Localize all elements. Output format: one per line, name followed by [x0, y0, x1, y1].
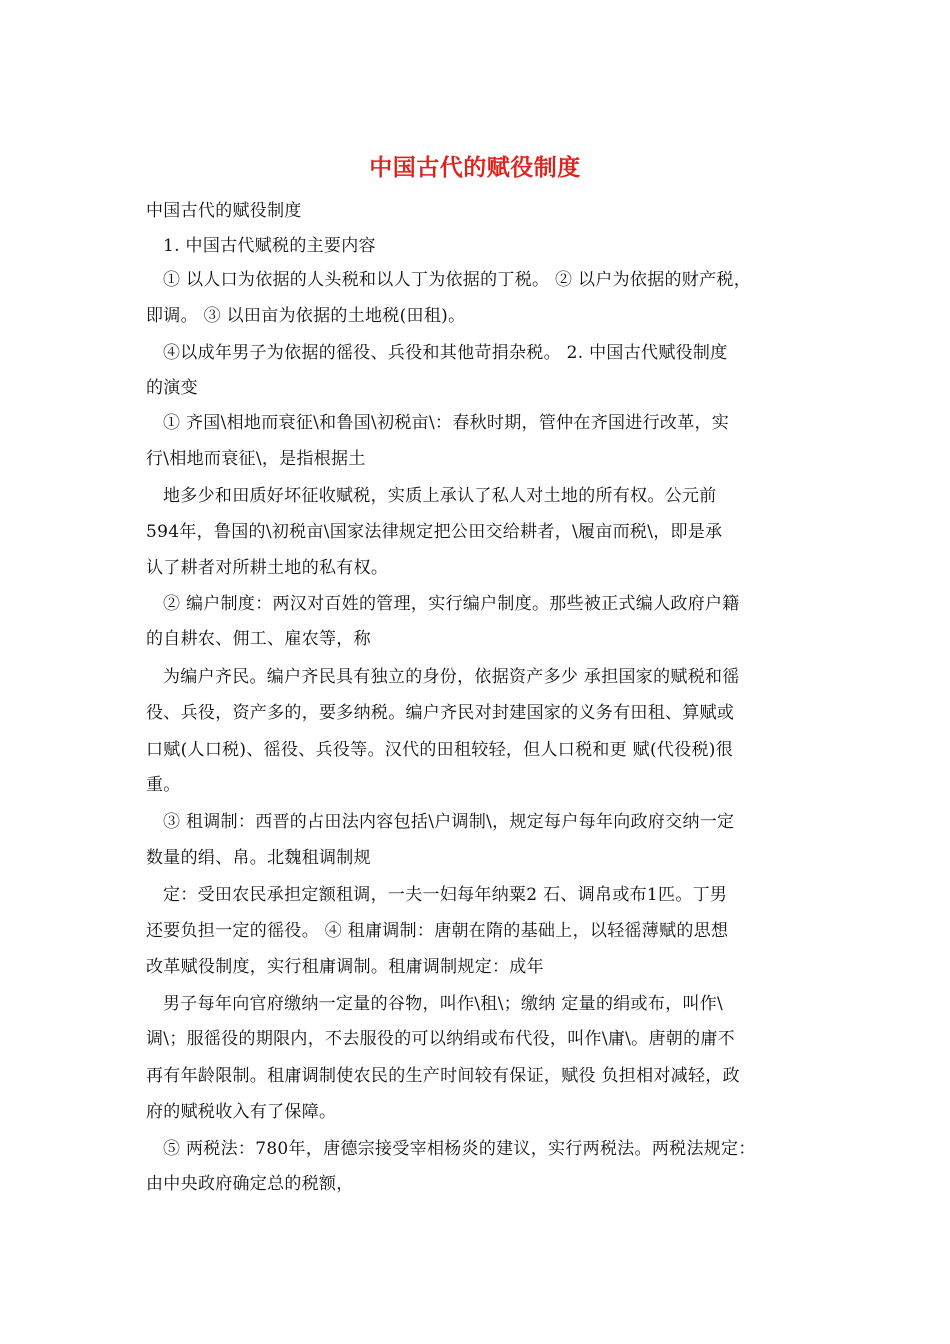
- text-line: 役、兵役，资产多的，要多纳税。编户齐民对封建国家的义务有田租、算赋或: [146, 703, 735, 723]
- text-line: ① 以人口为依据的人头税和以人丁为依据的丁税。 ② 以户为依据的财产税，: [163, 270, 752, 290]
- text-line: 数量的绢、帛。北魏租调制规: [146, 848, 371, 868]
- text-line: 重。: [146, 775, 181, 795]
- text-line: 调\；服徭役的期限内，不去服役的可以纳绢或布代役，叫作\庸\。唐朝的庸不: [146, 1029, 735, 1049]
- text-line: 口赋(人口税)、徭役、兵役等。汉代的田租较轻，但人口税和更 赋(代役税)很: [146, 740, 734, 760]
- text-line: 即调。 ③ 以田亩为依据的土地税(田租)。: [146, 306, 466, 326]
- text-line: 还要负担一定的徭役。 ④ 租庸调制：唐朝在隋的基础上，以轻徭薄赋的思想: [146, 921, 729, 941]
- text-line: 男子每年向官府缴纳一定量的谷物，叫作\租\；缴纳 定量的绢或布，叫作\: [163, 994, 724, 1014]
- text-line: 中国古代的赋役制度: [146, 201, 302, 221]
- text-line: 由中央政府确定总的税额，: [146, 1174, 354, 1194]
- text-line: ① 齐国\相地而衰征\和鲁国\初税亩\：春秋时期，管仲在齐国进行改革，实: [163, 413, 730, 433]
- text-line: 地多少和田质好坏征收赋税，实质上承认了私人对土地的所有权。公元前: [163, 486, 717, 506]
- text-line: ② 编户制度：两汉对百姓的管理，实行编户制度。那些被正式编人政府户籍: [163, 594, 740, 614]
- text-line: ⑤ 两税法：780年，唐德宗接受宰相杨炎的建议，实行两税法。两税法规定：: [163, 1139, 756, 1159]
- text-line: 再有年龄限制。租庸调制使农民的生产时间较有保证，赋役 负担相对减轻，政: [146, 1066, 740, 1086]
- text-line: 定：受田农民承担定额租调，一夫一妇每年纳粟2 石、调帛或布1匹。丁男: [163, 885, 728, 905]
- text-line: 为编户齐民。编户齐民具有独立的身份，依据资产多少 承担国家的赋税和徭: [163, 667, 740, 687]
- text-line: 改革赋役制度，实行租庸调制。租庸调制规定：成年: [146, 957, 544, 977]
- text-line: 行\相地而衰征\，是指根据土: [146, 449, 366, 469]
- text-line: ③ 租调制：西晋的占田法内容包括\户调制\，规定每户每年向政府交纳一定: [163, 812, 735, 832]
- text-line: 的自耕农、佣工、雇农等，称: [146, 629, 371, 649]
- text-line: 1. 中国古代赋税的主要内容: [163, 236, 376, 256]
- text-line: 府的赋税收入有了保障。: [146, 1102, 337, 1122]
- text-line: 的演变: [146, 378, 198, 398]
- text-line: ④以成年男子为依据的徭役、兵役和其他苛捐杂税。 2. 中国古代赋役制度: [163, 343, 728, 363]
- text-line: 认了耕者对所耕土地的私有权。: [146, 558, 389, 578]
- document-title: 中国古代的赋役制度: [369, 154, 581, 181]
- text-line: 594年，鲁国的\初税亩\国家法律规定把公田交给耕者，\履亩而税\，即是承: [146, 522, 723, 542]
